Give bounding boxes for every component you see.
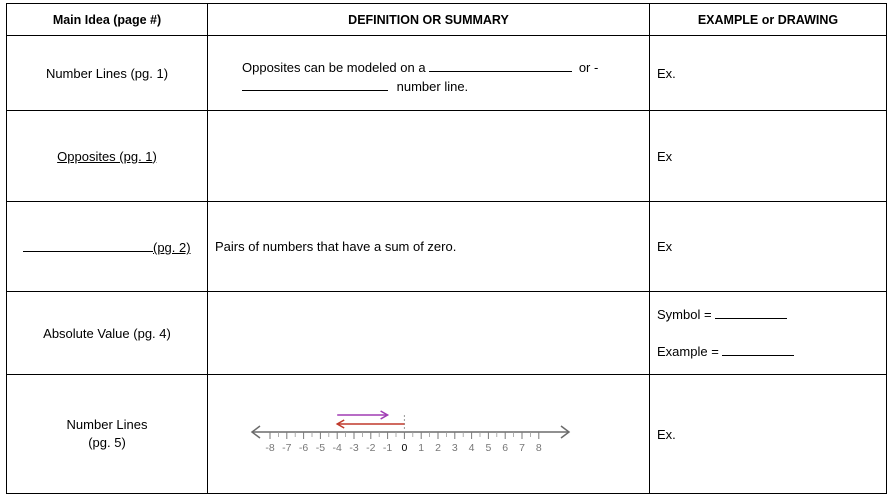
definition-text: [242, 58, 642, 96]
main-idea-cell: Number Lines (pg. 1): [7, 36, 208, 111]
header-row: [7, 4, 887, 36]
example-cell: [650, 292, 887, 375]
header-main-idea: Main Idea (page #): [7, 4, 208, 36]
definition-part2: or -: [578, 60, 599, 75]
number-line-tick-label: 7: [519, 442, 525, 454]
fill-in-blank[interactable]: [23, 238, 153, 252]
definition-part1: Opposites can be modeled on a: [242, 60, 426, 75]
number-line-tick-label: 8: [535, 442, 542, 454]
number-line-tick-label: -1: [382, 442, 393, 454]
row-opposites: [7, 111, 887, 202]
row-number-lines-pg5: [7, 375, 887, 494]
definition-cell: [208, 36, 650, 111]
main-idea-cell: Absolute Value (pg. 4): [7, 292, 208, 375]
number-line-tick-label: 5: [485, 442, 492, 454]
number-line-tick-label: -6: [298, 442, 309, 454]
example-cell: Ex: [650, 111, 887, 202]
symbol-blank[interactable]: [715, 305, 787, 319]
main-idea-cell: [7, 202, 208, 292]
header-definition: DEFINITION OR SUMMARY: [208, 4, 650, 36]
fill-in-blank[interactable]: [429, 58, 572, 72]
example-label: Example =: [657, 344, 719, 359]
definition-cell[interactable]: [208, 111, 650, 202]
notes-table-sheet: [6, 3, 886, 493]
number-line-tick-label: -5: [315, 442, 326, 454]
fill-in-blank[interactable]: [242, 77, 388, 91]
symbol-label: Symbol =: [657, 307, 712, 322]
main-idea-line1: Number Lines: [66, 417, 148, 432]
definition-cell: [208, 375, 650, 494]
number-line-tick-label: -8: [265, 442, 275, 454]
example-blank[interactable]: [722, 342, 794, 356]
row-number-lines-pg1: [7, 36, 887, 111]
main-idea-cell: Opposites (pg. 1): [7, 111, 208, 202]
number-line-tick-label: 0: [401, 442, 408, 454]
definition-cell: Pairs of numbers that have a sum of zero.: [208, 202, 650, 292]
number-line-tick-label: 2: [435, 442, 441, 454]
header-example: EXAMPLE or DRAWING: [650, 4, 887, 36]
row-additive-inverses: [7, 202, 887, 292]
number-line-tick-label: 1: [418, 442, 425, 454]
example-cell: Ex.: [650, 36, 887, 111]
number-line-tick-label: -4: [332, 442, 342, 454]
example-cell: Ex.: [650, 375, 887, 494]
main-idea-line2: (pg. 5): [88, 435, 126, 450]
main-idea-page: (pg. 2): [153, 240, 191, 255]
number-line-tick-label: -2: [366, 442, 376, 454]
definition-part3: number line.: [396, 79, 469, 94]
row-absolute-value: [7, 292, 887, 375]
number-line-figure: [248, 403, 573, 455]
number-line-tick-label: -3: [349, 442, 359, 454]
number-line-tick-label: 3: [451, 442, 458, 454]
example-cell: Ex: [650, 202, 887, 292]
number-line-tick-label: 4: [468, 442, 475, 454]
main-idea-cell: [7, 375, 208, 494]
number-line-tick-label: 6: [502, 442, 509, 454]
number-line-tick-label: -7: [282, 442, 292, 454]
notes-table: [6, 3, 887, 494]
definition-cell[interactable]: [208, 292, 650, 375]
